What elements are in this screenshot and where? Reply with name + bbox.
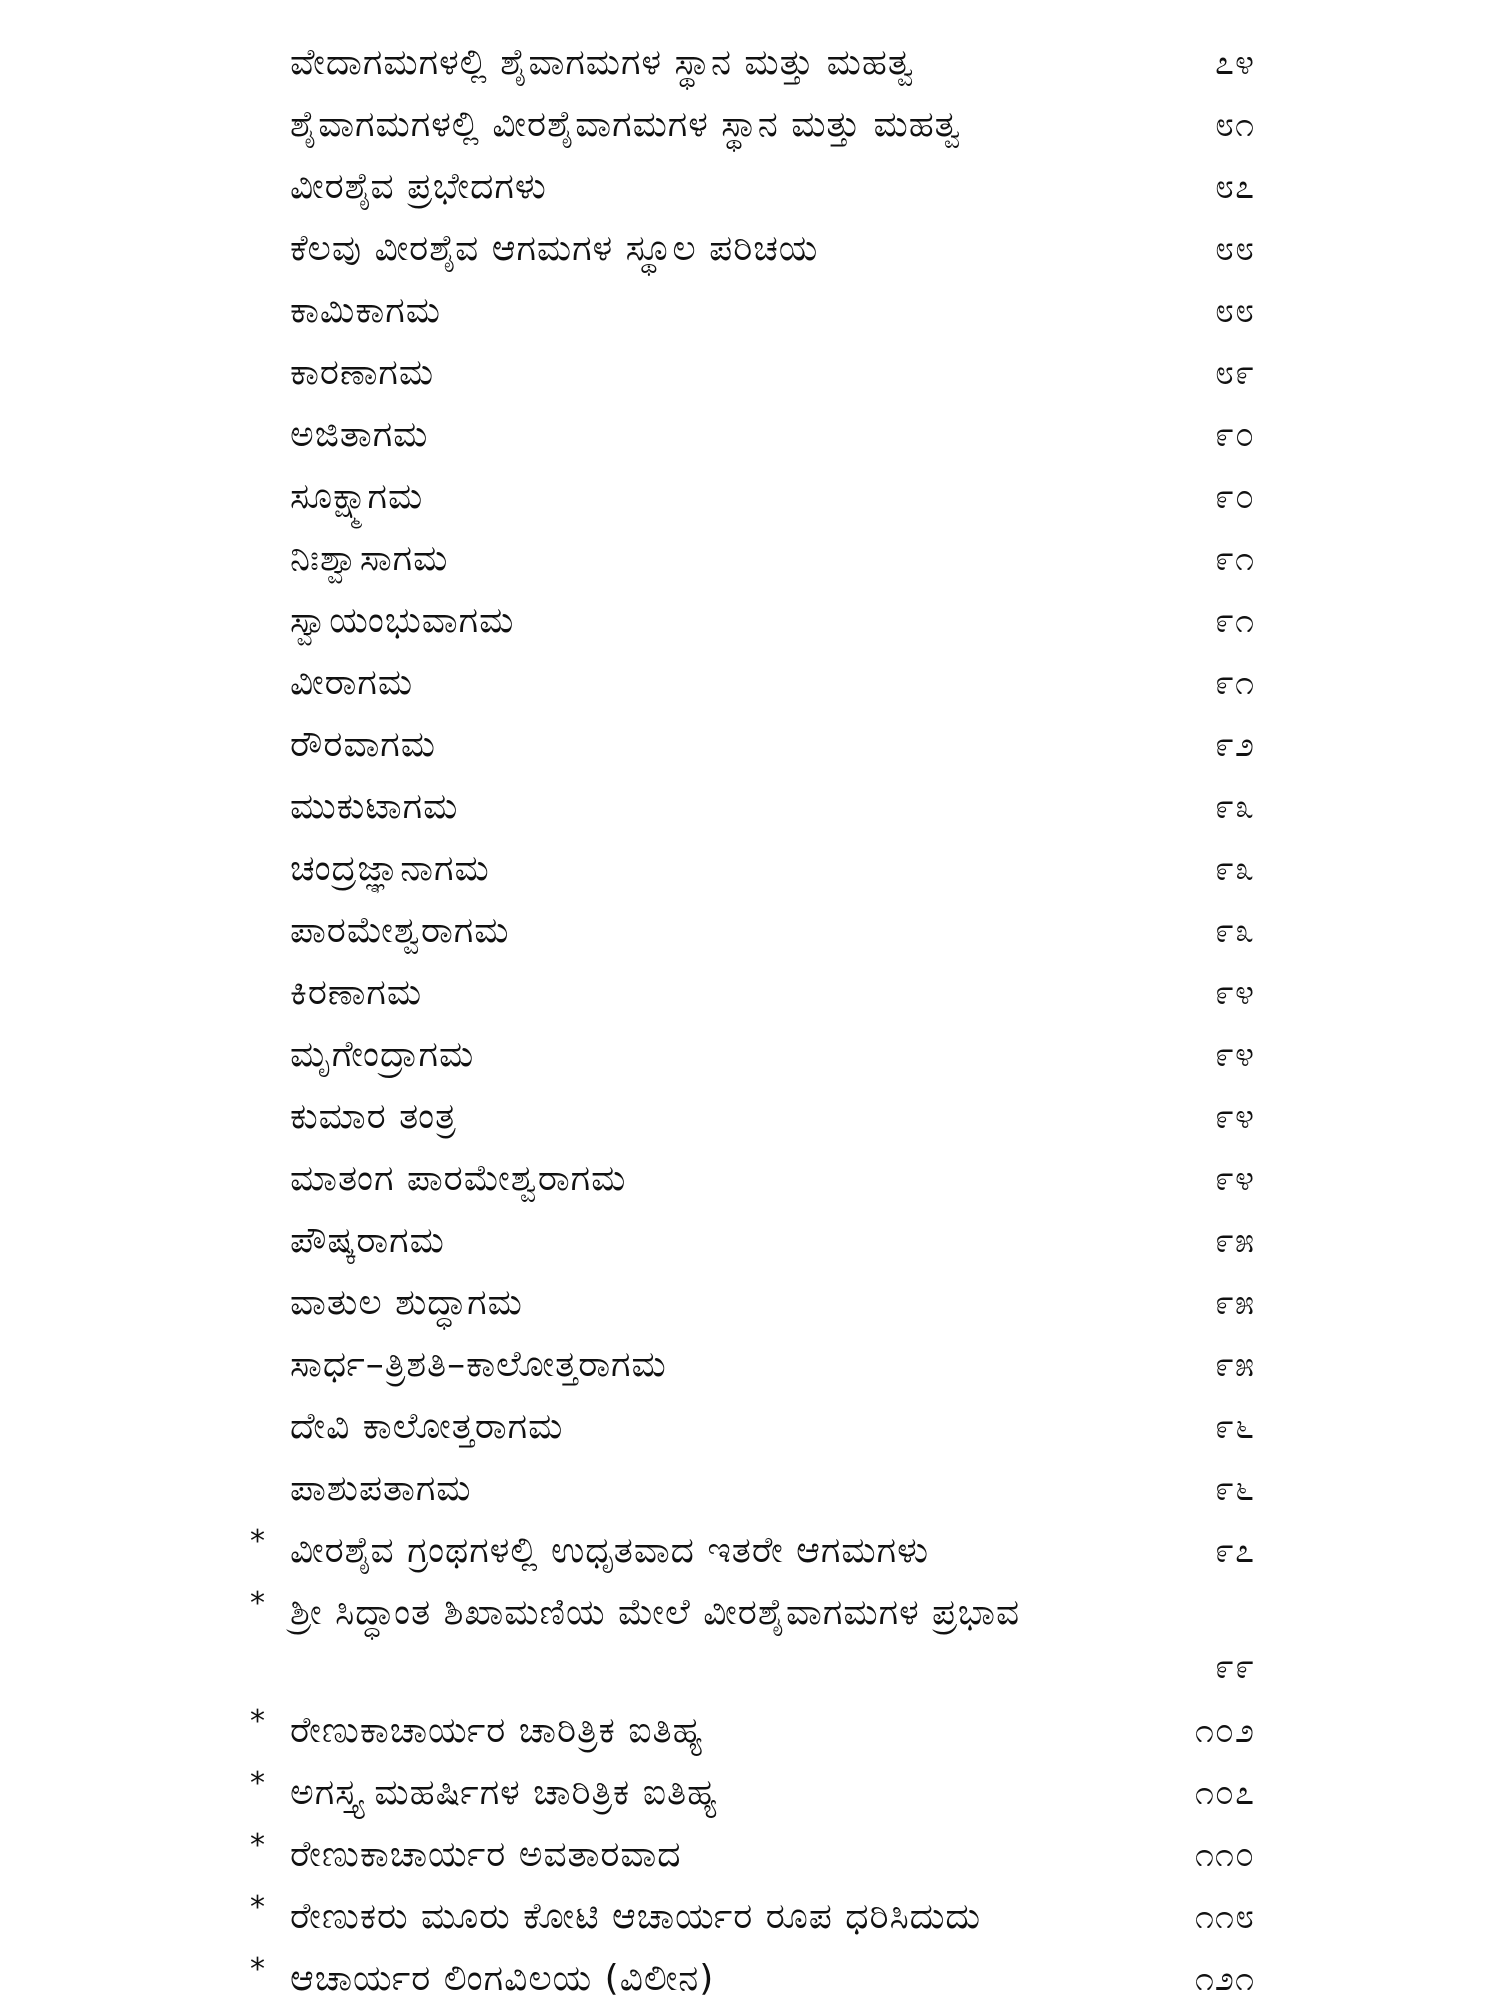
toc-entry xyxy=(0,1516,1500,1578)
toc-page-number: ೯೪ xyxy=(1214,973,1255,1013)
toc-page-number: ೯೯ xyxy=(1214,1647,1255,1687)
toc-page-number: ೯೫ xyxy=(1214,1283,1255,1323)
toc-page-number: ೮೮ xyxy=(1214,229,1255,269)
toc-page-number: ೮೧ xyxy=(1214,105,1255,145)
toc-page-number: ೯೪ xyxy=(1214,1159,1255,1199)
toc-title: ಪೌಷ್ಕರಾಗಮ xyxy=(290,1220,445,1261)
toc-title: ಮಾತಂಗ ಪಾರಮೇಶ್ವರಾಗಮ xyxy=(290,1158,627,1199)
toc-entry xyxy=(0,648,1500,710)
toc-entry xyxy=(0,586,1500,648)
toc-bullet: * xyxy=(250,1828,265,1863)
toc-title: ದೇವಿ ಕಾಲೋತ್ತರಾಗಮ xyxy=(290,1406,564,1447)
toc-title: ಕೆಲವು ವೀರಶೈವ ಆಗಮಗಳ ಸ್ಥೂಲ ಪರಿಚಯ xyxy=(290,228,819,269)
toc-entry xyxy=(0,524,1500,586)
toc-title: ವೀರಶೈವ ಗ್ರಂಥಗಳಲ್ಲಿ ಉಧೃತವಾದ ಇತರೇ ಆಗಮಗಳು xyxy=(290,1530,930,1571)
toc-bullet: * xyxy=(250,1766,265,1801)
toc-bullet: * xyxy=(250,1524,265,1559)
toc-entry xyxy=(0,834,1500,896)
toc-page-number: ೧೧೦ xyxy=(1194,1835,1255,1875)
toc-title: ಆಚಾರ್ಯರ ಲಿಂಗವಿಲಯ (ವಿಲೀನ) xyxy=(290,1958,715,1999)
toc-entry xyxy=(0,276,1500,338)
toc-page-number: ೧೦೭ xyxy=(1194,1773,1255,1813)
toc-entry xyxy=(0,400,1500,462)
toc-entry xyxy=(0,1392,1500,1454)
toc-title: ಸ್ವಾಯಂಭುವಾಗಮ xyxy=(290,600,515,641)
toc-page-number: ೯೧ xyxy=(1214,539,1255,579)
toc-entry xyxy=(0,1330,1500,1392)
toc-title: ವೇದಾಗಮಗಳಲ್ಲಿ ಶೈವಾಗಮಗಳ ಸ್ಥಾನ ಮತ್ತು ಮಹತ್ವ xyxy=(290,42,915,83)
toc-title: ರೇಣುಕಾಚಾರ್ಯರ ಅವತಾರವಾದ xyxy=(290,1834,682,1875)
toc-entry xyxy=(0,1206,1500,1268)
toc-title: ಶ್ರೀ ಸಿದ್ಧಾಂತ ಶಿಖಾಮಣಿಯ ಮೇಲೆ ವೀರಶೈವಾಗಮಗಳ ಪ್ರಭಾವ xyxy=(290,1592,1021,1633)
toc-title: ಸಾರ್ಧ–ತ್ರಿಶತಿ–ಕಾಲೋತ್ತರಾಗಮ xyxy=(290,1344,667,1385)
toc-entry xyxy=(0,1696,1500,1758)
toc-page-number: ೯೭ xyxy=(1214,1531,1255,1571)
toc-page-number: ೧೧೮ xyxy=(1194,1897,1255,1937)
toc-page-number: ೯೬ xyxy=(1214,1407,1255,1447)
toc-page-number: ೯೧ xyxy=(1214,663,1255,703)
toc-page-number: ೯೩ xyxy=(1214,787,1255,827)
toc-entry xyxy=(0,214,1500,276)
toc-page-number: ೮೮ xyxy=(1214,291,1255,331)
table-of-contents xyxy=(0,28,1500,2006)
toc-page-number: ೯೧ xyxy=(1214,601,1255,641)
toc-page-number: ೯೬ xyxy=(1214,1469,1255,1509)
toc-title: ಚಂದ್ರಜ್ಞಾನಾಗಮ xyxy=(290,848,490,889)
toc-title: ಪಾಶುಪತಾಗಮ xyxy=(290,1468,472,1509)
toc-entry xyxy=(0,1944,1500,2006)
toc-title: ಪಾರಮೇಶ್ವರಾಗಮ xyxy=(290,910,510,951)
toc-title: ಕಾರಣಾಗಮ xyxy=(290,352,435,393)
toc-entry xyxy=(0,1578,1500,1696)
toc-title: ಸೂಕ್ಷ್ಮಾಗಮ xyxy=(290,476,424,517)
toc-page-number: ೯೫ xyxy=(1214,1221,1255,1261)
toc-page-number: ೭೪ xyxy=(1214,43,1255,83)
toc-entry xyxy=(0,462,1500,524)
toc-bullet: * xyxy=(250,1952,265,1987)
toc-title: ರೇಣುಕಾಚಾರ್ಯರ ಚಾರಿತ್ರಿಕ ಐತಿಹ್ಯ xyxy=(290,1710,704,1751)
toc-entry xyxy=(0,772,1500,834)
toc-title: ಮೃಗೇಂದ್ರಾಗಮ xyxy=(290,1034,475,1075)
toc-bullet: * xyxy=(250,1704,265,1739)
toc-title: ಕಾಮಿಕಾಗಮ xyxy=(290,290,441,331)
toc-title: ರೇಣುಕರು ಮೂರು ಕೋಟಿ ಆಚಾರ್ಯರ ರೂಪ ಧರಿಸಿದುದು xyxy=(290,1896,982,1937)
toc-entry xyxy=(0,896,1500,958)
toc-page-number: ೯೦ xyxy=(1214,477,1255,517)
toc-page-number: ೯೪ xyxy=(1214,1035,1255,1075)
toc-title: ಶೈವಾಗಮಗಳಲ್ಲಿ ವೀರಶೈವಾಗಮಗಳ ಸ್ಥಾನ ಮತ್ತು ಮಹತ್ವ xyxy=(290,104,962,145)
toc-title: ವೀರಶೈವ ಪ್ರಭೇದಗಳು xyxy=(290,166,547,207)
toc-entry xyxy=(0,1820,1500,1882)
toc-title: ನಿಃಶ್ವಾಸಾಗಮ xyxy=(290,538,449,579)
toc-title: ರೌರವಾಗಮ xyxy=(290,724,437,765)
toc-page-number: ೯೫ xyxy=(1214,1345,1255,1385)
toc-page-number: ೯೩ xyxy=(1214,849,1255,889)
toc-entry xyxy=(0,1082,1500,1144)
toc-entry xyxy=(0,90,1500,152)
toc-page-number: ೯೪ xyxy=(1214,1097,1255,1137)
toc-bullet: * xyxy=(250,1586,265,1621)
toc-page-number: ೯೨ xyxy=(1214,725,1255,765)
toc-title: ವೀರಾಗಮ xyxy=(290,662,414,703)
toc-title: ಮುಕುಟಾಗಮ xyxy=(290,786,459,827)
toc-page-number: ೧೨೧ xyxy=(1194,1959,1255,1999)
toc-entry xyxy=(0,1020,1500,1082)
toc-entry xyxy=(0,152,1500,214)
toc-title: ಕಿರಣಾಗಮ xyxy=(290,972,423,1013)
toc-entry xyxy=(0,338,1500,400)
toc-entry xyxy=(0,710,1500,772)
toc-entry xyxy=(0,1144,1500,1206)
toc-title: ಅಜಿತಾಗಮ xyxy=(290,414,429,455)
toc-entry xyxy=(0,28,1500,90)
toc-entry xyxy=(0,1454,1500,1516)
toc-entry xyxy=(0,1268,1500,1330)
toc-page-number: ೮೭ xyxy=(1214,167,1255,207)
toc-entry xyxy=(0,1758,1500,1820)
toc-page-number: ೮೯ xyxy=(1214,353,1255,393)
toc-entry xyxy=(0,1882,1500,1944)
toc-title: ಅಗಸ್ತ್ಯ ಮಹರ್ಷಿಗಳ ಚಾರಿತ್ರಿಕ ಐತಿಹ್ಯ xyxy=(290,1772,718,1813)
toc-page-number: ೧೦೨ xyxy=(1194,1711,1255,1751)
toc-title: ವಾತುಲ ಶುದ್ಧಾಗಮ xyxy=(290,1282,523,1323)
toc-bullet: * xyxy=(250,1890,265,1925)
toc-page-number: ೯೩ xyxy=(1214,911,1255,951)
toc-title: ಕುಮಾರ ತಂತ್ರ xyxy=(290,1096,457,1137)
toc-entry xyxy=(0,958,1500,1020)
toc-page-number: ೯೦ xyxy=(1214,415,1255,455)
